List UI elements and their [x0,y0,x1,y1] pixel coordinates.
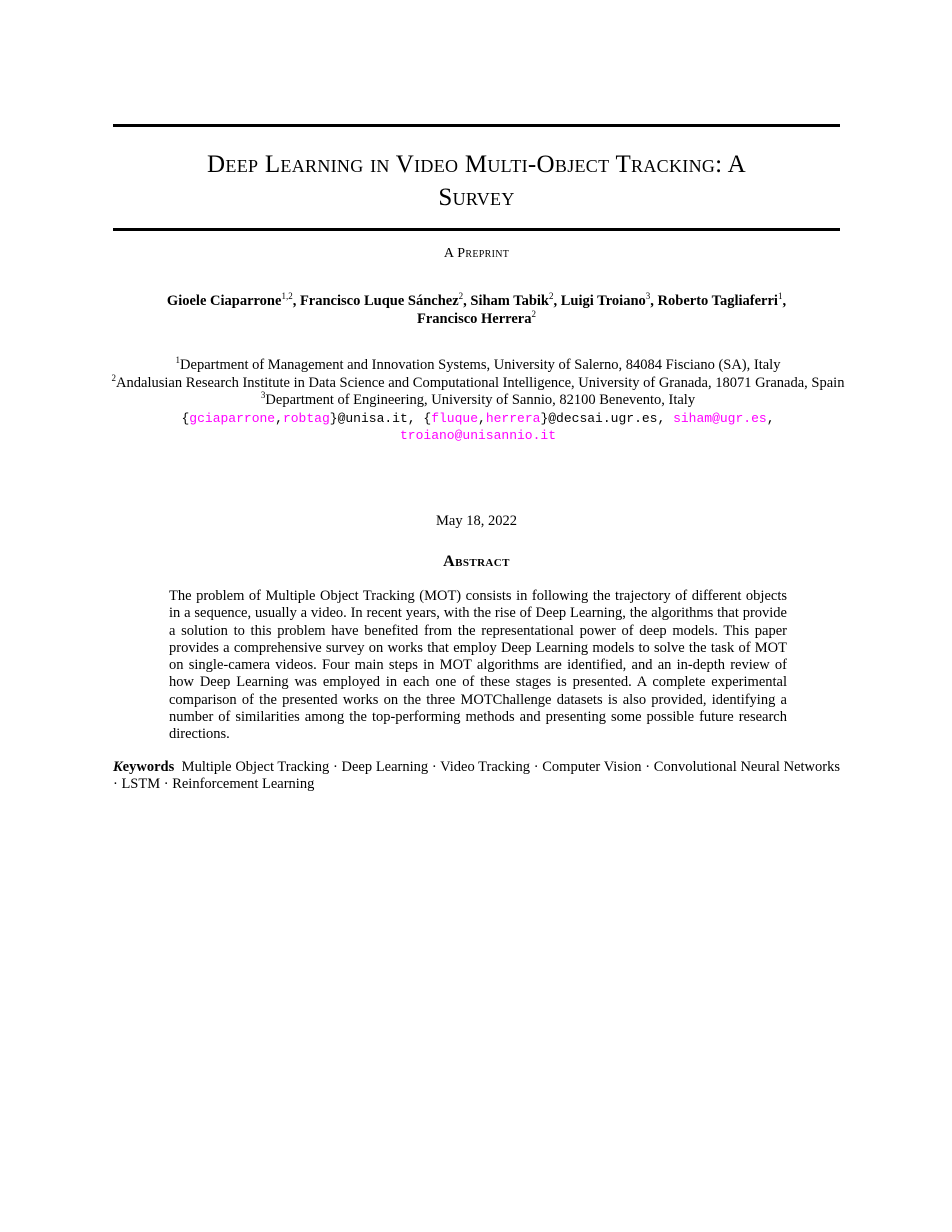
author-affil-mark: 2 [458,291,464,301]
title-line-2: Survey [438,184,515,211]
email-line: {gciaparrone,robtag}@unisa.it, {fluque,herrera}@decsai.ugr.es, siham@ugr.es, [181,410,775,426]
abstract-heading: Abstract [443,553,510,570]
affil-text: Department of Engineering, University of Sannio, 82100 Benevento, Italy [265,392,696,408]
affil-text: Department of Management and Innovation Systems, University of Salerno, 84084 Fisciano (SA), Italy [180,357,781,373]
keywords-label: Keywords [113,759,175,775]
author-list: Gioele Ciaparrone$^{1,2}$, Francisco Luque Sánchez$^2$, Siham Tabik$^2$, Luigi Troiano$^3$, Roberto Tagliaferri$^1$, Francisco Herrera$^2$ [166,291,787,327]
author-name: Siham Tabik [470,293,549,309]
author-name: Roberto Tagliaferri [657,293,778,309]
affil-text: Andalusian Research Institute in Data Science and Computational Intelligence, University of Granada, 18071 Granada, Spain [116,374,845,391]
affil-number: 3 [260,390,266,400]
author-name: Gioele Ciaparrone [166,293,282,309]
author-name: Francisco Luque Sánchez [299,293,459,309]
abstract-body: The problem of Multiple Object Tracking (MOT) consists in following the trajectory of different objects in a sequence, usually a video. In recent years, with the rise of Deep Learning, the algorithms that provide a solution to this problem have benefited from the representational power of deep models. This paper provides a comprehensive survey on works that employ Deep Learning models to solve the task of MOT on single-camera videos. Four main steps in MOT algorithms are identified, and an in-depth review of how Deep Learning was employed in each one of these stages is presented. A complete experimental comparison of the presented works on the three MOTChallenge datasets is also provided, identifying a number of similarities among the top-performing methods and presenting some possible future research directions. [169,588,787,743]
affiliation-2 [108,372,848,393]
email-domain-ugr: @decsai.ugr.es [548,410,658,426]
email-link-robtag[interactable]: robtag [282,410,330,426]
author-affil-mark: 2 [531,309,536,319]
author-name: Luigi Troiano [560,293,646,309]
paper-title [113,148,840,214]
affiliation-1 [108,357,848,375]
email-link-gciaparrone[interactable]: gciaparrone [189,410,276,426]
preprint-label: A Preprint [443,246,510,261]
affiliations [108,357,848,445]
author-affil-mark: 2 [549,291,554,301]
email-domain-unisa: @unisa.it [337,410,408,426]
email-line-2 [108,427,848,445]
author-name: Francisco Herrera [417,311,532,327]
title-line-1: Deep Learning in Video Multi-Object Tracking: A [207,151,746,178]
author-affil-mark: 1,2 [281,291,293,301]
author-affil-mark: 1 [777,291,783,301]
keywords-text: Multiple Object Tracking · Deep Learning · Video Tracking · Computer Vision · Convolutional Neural Networks · LSTM · Reinforcement Learning [113,759,840,793]
email-link-herrera[interactable]: herrera [485,410,541,426]
affil-number: 2 [111,372,117,383]
keywords [113,759,840,794]
email-link-fluque[interactable]: fluque [431,410,479,426]
email-link-tabik[interactable]: siham@ugr.es [673,410,767,426]
email-link-troiano[interactable]: troiano@unisannio.it [399,428,557,443]
bottom-rule [113,228,840,231]
affil-number: 1 [175,355,181,365]
top-rule [113,124,840,127]
publication-date: May 18, 2022 [436,513,517,529]
author-affil-mark: 3 [645,291,651,301]
affiliation-3 [108,392,848,410]
